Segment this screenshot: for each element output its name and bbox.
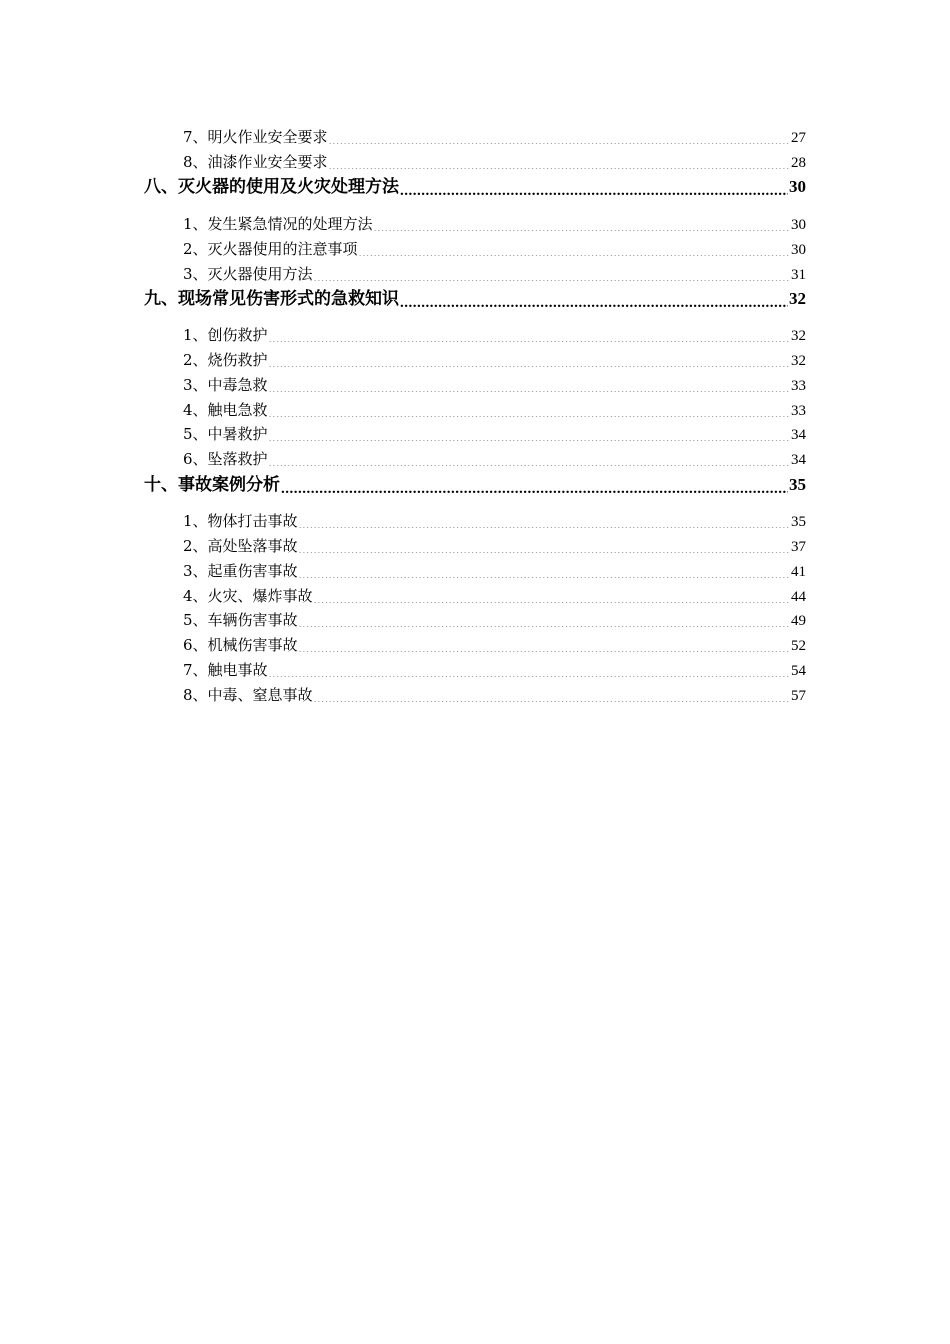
toc-entry-label: 8、中毒、窒息事故 [183,686,313,704]
toc-chapter-entry[interactable] [144,473,806,497]
toc-page-number: 32 [789,289,806,308]
toc-entry[interactable] [183,349,806,371]
toc-page-number: 30 [789,177,806,196]
toc-entry-label: 2、高处坠落事故 [183,537,298,555]
toc-entry[interactable] [183,238,806,260]
toc-entry-label: 4、火灾、爆炸事故 [183,587,313,605]
toc-entry[interactable] [183,263,806,285]
toc-entry[interactable] [183,213,806,235]
toc-dot-leader [281,476,788,493]
toc-entry[interactable] [183,448,806,470]
toc-entry-label: 7、触电事故 [183,661,268,679]
toc-page-number: 32 [791,328,806,344]
toc-dot-leader [314,687,790,702]
toc-page-number: 35 [791,514,806,530]
toc-entry[interactable] [183,126,806,148]
toc-page-number: 30 [791,242,806,258]
toc-page-number: 33 [791,378,806,394]
toc-entry-label: 5、中暑救护 [183,425,268,443]
toc-page-number: 30 [791,217,806,233]
toc-entry[interactable] [183,634,806,656]
toc-dot-leader [299,513,790,528]
toc-page-number: 49 [791,613,806,629]
toc-page-number: 37 [791,539,806,555]
toc-entry-label: 1、发生紧急情况的处理方法 [183,215,373,233]
toc-dot-leader [374,216,790,231]
toc-entry[interactable] [183,659,806,681]
toc-entry[interactable] [183,374,806,396]
toc-page-number: 44 [791,589,806,605]
toc-entry-label: 1、物体打击事故 [183,512,298,530]
toc-page-number: 33 [791,403,806,419]
toc-entry[interactable] [183,510,806,532]
toc-dot-leader [269,402,790,417]
toc-dot-leader [400,290,788,307]
toc-chapter-entry[interactable] [144,287,806,311]
toc-entry[interactable] [183,684,806,706]
toc-page-number: 52 [791,638,806,654]
toc-entry[interactable] [183,585,806,607]
toc-dot-leader [269,451,790,466]
toc-dot-leader [329,154,790,169]
toc-chapter-label: 十、事故案例分析 [144,475,280,495]
toc-dot-leader [314,266,790,281]
toc-dot-leader [269,662,790,677]
toc-entry[interactable] [183,324,806,346]
toc-chapter-entry[interactable] [144,175,806,199]
toc-entry-label: 1、创伤救护 [183,326,268,344]
toc-page-number: 34 [791,427,806,443]
toc-entry[interactable] [183,151,806,173]
toc-entry-label: 7、明火作业安全要求 [183,128,328,146]
toc-dot-leader [400,178,788,195]
toc-page-number: 35 [789,475,806,494]
toc-page-number: 34 [791,452,806,468]
toc-chapter-label: 九、现场常见伤害形式的急救知识 [144,289,399,309]
toc-entry-label: 4、触电急救 [183,401,268,419]
toc-entry[interactable] [183,399,806,421]
toc-entry[interactable] [183,535,806,557]
toc-page-number: 27 [791,130,806,146]
toc-entry-label: 3、起重伤害事故 [183,562,298,580]
toc-dot-leader [299,612,790,627]
toc-chapter-label: 八、灭火器的使用及火灾处理方法 [144,177,399,197]
toc-entry-label: 8、油漆作业安全要求 [183,153,328,171]
toc-entry-label: 2、烧伤救护 [183,351,268,369]
toc-entry[interactable] [183,609,806,631]
toc-entry[interactable] [183,560,806,582]
toc-dot-leader [269,426,790,441]
toc-entry[interactable] [183,423,806,445]
toc-entry-label: 2、灭火器使用的注意事项 [183,240,358,258]
toc-entry-label: 6、机械伤害事故 [183,636,298,654]
toc-entry-label: 3、中毒急救 [183,376,268,394]
toc-dot-leader [314,588,790,603]
toc-dot-leader [269,352,790,367]
toc-page-number: 54 [791,663,806,679]
toc-entry-label: 6、坠落救护 [183,450,268,468]
toc-page-number: 32 [791,353,806,369]
toc-page-number: 41 [791,564,806,580]
toc-entry-label: 5、车辆伤害事故 [183,611,298,629]
toc-dot-leader [269,377,790,392]
toc-page-number: 28 [791,155,806,171]
toc-dot-leader [299,637,790,652]
toc-dot-leader [329,129,790,144]
toc-page-number: 31 [791,267,806,283]
toc-dot-leader [269,327,790,342]
toc-entry-label: 3、灭火器使用方法 [183,265,313,283]
toc-dot-leader [299,538,790,553]
toc-dot-leader [299,563,790,578]
toc-dot-leader [359,241,790,256]
toc-page-number: 57 [791,688,806,704]
